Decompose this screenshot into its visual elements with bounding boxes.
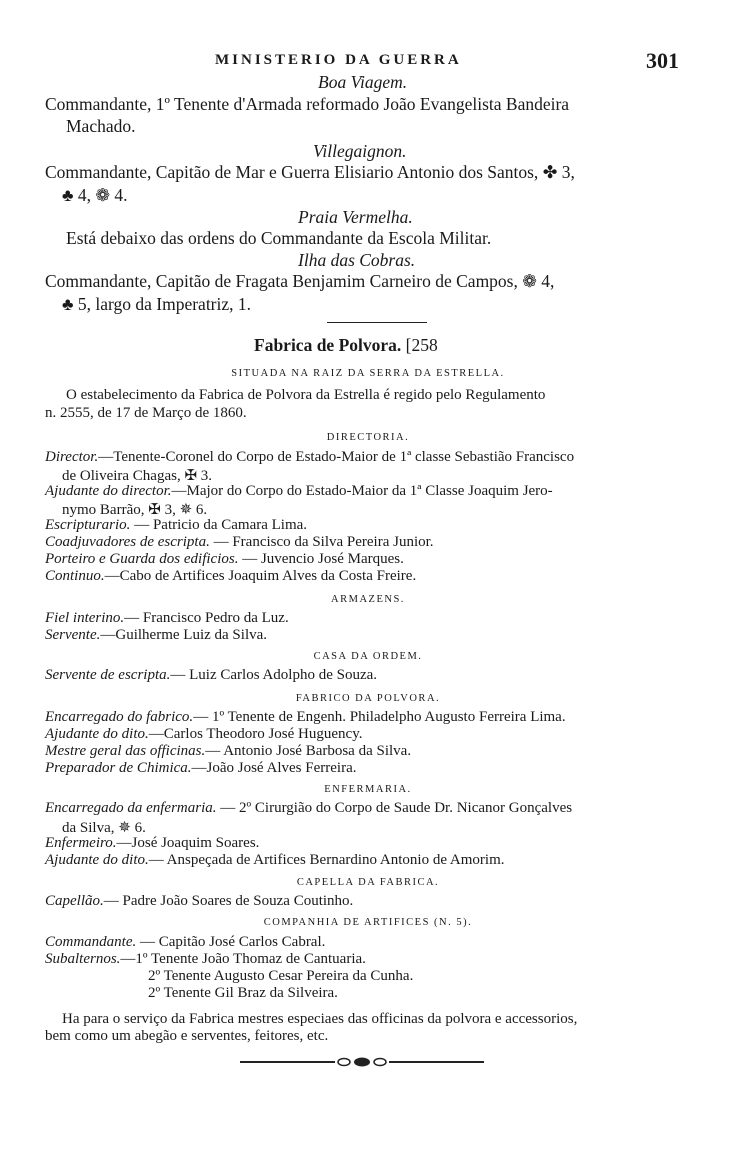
fiel-entry xyxy=(45,610,289,627)
order-rosette-icon: ❁ xyxy=(95,185,111,205)
ilha-cobras-line-1 xyxy=(45,271,554,292)
coadjuvadores-label: Coadjuvadores de escripta. xyxy=(45,534,210,550)
subalternos-entry xyxy=(45,951,366,968)
section-heading-villegaignon: Villegaignon. xyxy=(313,141,407,161)
ajudante-enfermaria-label: Ajudante do dito. xyxy=(45,852,149,868)
villegaignon-line-2-b: 4. xyxy=(114,185,128,205)
tail-ornament xyxy=(240,1056,484,1068)
order-medal-icon: ♣ xyxy=(62,294,74,314)
porteiro-entry xyxy=(45,551,404,568)
encarregado-enfermaria-text: — 2º Cirurgião do Corpo de Saude Dr. Nicanor Gonçalves xyxy=(216,800,573,816)
mestre-label: Mestre geral das officinas. xyxy=(45,743,206,759)
servente-label: Servente. xyxy=(45,627,101,643)
directoria-heading: DIRECTORIA. xyxy=(326,432,410,443)
ajudante-director-text-2: nymo Barrão, xyxy=(62,502,145,518)
fabrico-heading: FABRICO DA POLVORA. xyxy=(295,693,441,704)
encarregado-fabrico-text: — 1º Tenente de Engenh. Philadelpho Augusto Ferreira Lima. xyxy=(193,709,566,725)
continuo-text: —Cabo de Artifices Joaquim Alves da Costa Freire. xyxy=(104,568,417,584)
villegaignon-line-1-text: Commandante, Capitão de Mar e Guerra Elisiario Antonio dos Santos, xyxy=(45,162,539,182)
boa-viagem-line-2: Machado. xyxy=(66,116,136,136)
order-insignia-icon: ✤ xyxy=(542,162,558,182)
escripturario-text: — Patricio da Camara Lima. xyxy=(130,517,308,533)
ajudante-fabrico-entry xyxy=(45,726,362,743)
closing-line-2: bem como um abegão e serventes, feitores, etc. xyxy=(45,1028,329,1044)
villegaignon-line-2 xyxy=(62,185,128,206)
ajudante-fabrico-text: —Carlos Theodoro José Huguency. xyxy=(148,726,363,742)
fabrica-title-text: Fabrica de Polvora. xyxy=(254,335,402,355)
section-heading-boa-viagem: Boa Viagem. xyxy=(318,72,408,92)
villegaignon-line-1-suffix: 3, xyxy=(561,162,575,182)
ajudante-enfermaria-entry xyxy=(45,852,505,869)
servente-escripta-entry xyxy=(45,667,377,684)
armazens-heading: ARMAZENS. xyxy=(331,594,405,605)
director-text-2: de Oliveira Chagas, xyxy=(62,468,181,484)
ajudante-fabrico-label: Ajudante do dito. xyxy=(45,726,149,742)
ilha-cobras-line-1-suffix: 4, xyxy=(541,271,555,291)
encarregado-enfermaria-text-2b: 6. xyxy=(134,820,146,836)
director-text: —Tenente-Coronel do Corpo de Estado-Maior de 1ª classe Sebastião Francisco xyxy=(98,449,575,465)
fabrica-intro-line-2: n. 2555, de 17 de Março de 1860. xyxy=(45,405,247,421)
fabrica-title xyxy=(254,335,438,356)
ajudante-director-text: —Major do Corpo do Estado-Maior da 1ª Classe Joaquim Jero- xyxy=(171,483,553,499)
enfermaria-heading: ENFERMARIA. xyxy=(324,784,412,795)
subalternos-text: —1º Tenente João Thomaz de Cantuaria. xyxy=(120,951,366,967)
villegaignon-line-2-a: 4, xyxy=(77,185,91,205)
boa-viagem-line-1: Commandante, 1º Tenente d'Armada reformado João Evangelista Bandeira xyxy=(45,94,570,114)
ajudante-director-entry xyxy=(45,483,553,500)
section-heading-praia-vermelha: Praia Vermelha. xyxy=(298,207,413,227)
coadjuvadores-text: — Francisco da Silva Pereira Junior. xyxy=(209,534,434,550)
director-entry xyxy=(45,449,574,466)
page-number: 301 xyxy=(646,48,679,73)
encarregado-fabrico-entry xyxy=(45,709,566,726)
ilha-cobras-line-1-text: Commandante, Capitão de Fragata Benjamim Carneiro de Campos, xyxy=(45,271,518,291)
fabrica-ref: [258 xyxy=(405,335,438,355)
encarregado-fabrico-label: Encarregado do fabrico. xyxy=(45,709,194,725)
fabrica-subtitle: SITUADA NA RAIZ DA SERRA DA ESTRELLA. xyxy=(231,368,505,379)
order-medal-icon: ♣ xyxy=(62,185,74,205)
enfermeiro-label: Enfermeiro. xyxy=(45,835,117,851)
continuo-entry xyxy=(45,568,416,585)
subalterno-2: 2º Tenente Augusto Cesar Pereira da Cunha. xyxy=(148,968,414,984)
section-divider xyxy=(327,322,427,323)
order-cross-icon: ✠ xyxy=(148,502,161,518)
capellao-entry xyxy=(45,893,353,910)
companhia-heading: COMPANHIA DE ARTIFICES (N. 5). xyxy=(263,917,473,928)
director-text-2b: 3. xyxy=(200,468,213,484)
encarregado-enfermaria-entry xyxy=(45,800,572,817)
servente-text: —Guilherme Luiz da Silva. xyxy=(100,627,268,643)
servente-escripta-label: Servente de escripta. xyxy=(45,667,171,683)
ajudante-director-label: Ajudante do director. xyxy=(45,483,172,499)
fabrica-intro-line-1: O estabelecimento da Fabrica de Polvora da Estrella é regido pelo Regulamento xyxy=(66,387,546,403)
servente-entry xyxy=(45,627,267,644)
villegaignon-line-1 xyxy=(45,162,575,183)
director-label: Director. xyxy=(45,449,99,465)
ilha-cobras-line-2-text: 5, largo da Imperatriz, 1. xyxy=(77,294,252,314)
closing-line-1: Ha para o serviço da Fabrica mestres especiaes das officinas da polvora e accessorios, xyxy=(62,1011,578,1027)
order-star-icon: ✵ xyxy=(179,502,193,518)
section-heading-ilha-cobras: Ilha das Cobras. xyxy=(298,250,416,270)
commandante-companhia-label: Commandante. xyxy=(45,934,137,950)
fiel-text: — Francisco Pedro da Luz. xyxy=(124,610,289,626)
preparador-entry xyxy=(45,760,356,777)
fiel-label: Fiel interino. xyxy=(45,610,125,626)
porteiro-text: — Juvencio José Marques. xyxy=(238,551,404,567)
commandante-companhia-entry xyxy=(45,934,325,951)
escripturario-label: Escripturario. xyxy=(45,517,131,533)
coadjuvadores-entry xyxy=(45,534,434,551)
capellao-text: — Padre João Soares de Souza Coutinho. xyxy=(103,893,354,909)
ilha-cobras-line-2 xyxy=(62,294,251,315)
capellao-label: Capellão. xyxy=(45,893,104,909)
encarregado-enfermaria-text-2: da Silva, xyxy=(62,820,115,836)
casa-ordem-heading: CASA DA ORDEM. xyxy=(313,651,423,662)
encarregado-enfermaria-label: Encarregado da enfermaria. xyxy=(45,800,217,816)
porteiro-label: Porteiro e Guarda dos edificios. xyxy=(45,551,239,567)
ajudante-enfermaria-text: — Anspeçada de Artifices Bernardino Antonio de Amorim. xyxy=(148,852,505,868)
preparador-label: Preparador de Chimica. xyxy=(45,760,192,776)
servente-escripta-text: — Luiz Carlos Adolpho de Souza. xyxy=(170,667,378,683)
preparador-text: —João José Alves Ferreira. xyxy=(191,760,357,776)
capella-heading: CAPELLA DA FABRICA. xyxy=(296,877,440,888)
praia-vermelha-line-1: Está debaixo das ordens do Commandante da Escola Militar. xyxy=(66,228,492,248)
commandante-companhia-text: — Capitão José Carlos Cabral. xyxy=(136,934,326,950)
ajudante-director-text-2b: 3, xyxy=(164,502,176,518)
escripturario-entry xyxy=(45,517,307,534)
mestre-text: — Antonio José Barbosa da Silva. xyxy=(205,743,412,759)
mestre-entry xyxy=(45,743,411,760)
order-star-icon: ✵ xyxy=(118,820,131,836)
continuo-label: Continuo. xyxy=(45,568,105,584)
subalterno-3: 2º Tenente Gil Braz da Silveira. xyxy=(148,985,338,1001)
enfermeiro-entry xyxy=(45,835,259,852)
order-rosette-icon: ❁ xyxy=(522,271,537,291)
ajudante-director-text-2c: 6. xyxy=(195,502,208,518)
subalternos-label: Subalternos. xyxy=(45,951,121,967)
running-title: MINISTERIO DA GUERRA xyxy=(215,52,462,68)
enfermeiro-text: —José Joaquim Soares. xyxy=(116,835,260,851)
order-cross-icon: ✠ xyxy=(184,468,198,484)
